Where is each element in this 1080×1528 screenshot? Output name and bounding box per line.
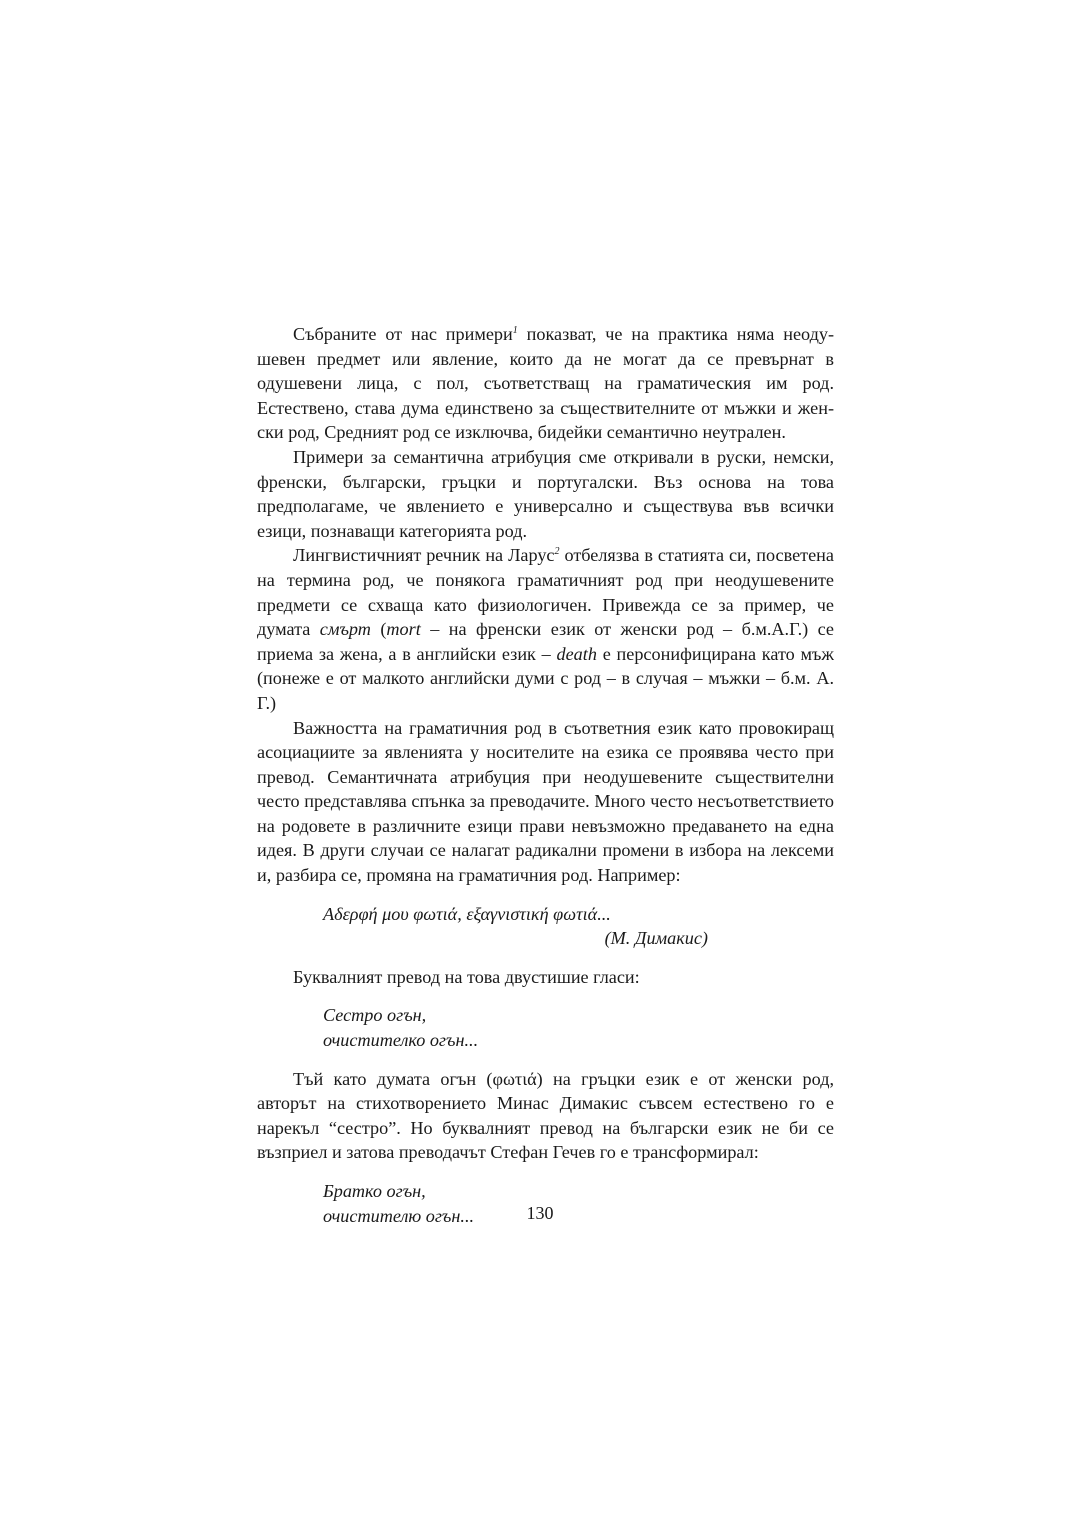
greek-verse-line: Αδερφή μου φωτιά, εξαγνιστική φωτιά... xyxy=(323,903,611,924)
paragraph-3-text-e: е персонифицирана като мъж (понеже е от малкото английски думи с род – в случая – мъжки – б.м. А. Г.) xyxy=(257,643,834,713)
translated-verse-line-1: Братко огън, xyxy=(323,1181,426,1201)
page-number: 130 xyxy=(526,1203,554,1223)
paragraph-3-text-c: ( xyxy=(370,619,387,640)
term-mort: mort xyxy=(386,619,421,640)
paragraph-5: Буквалният превод на това двустишие гласи: xyxy=(293,966,640,987)
footnote-ref-2: 2 xyxy=(554,546,560,558)
footnote-ref-1: 1 xyxy=(512,324,518,336)
paragraph-3 xyxy=(257,543,834,715)
literal-translation-verse xyxy=(323,1003,834,1052)
greek-verse xyxy=(323,902,834,951)
verse-attribution: (М. Димакис) xyxy=(604,928,708,949)
main-text xyxy=(257,322,834,1242)
term-smart: смърт xyxy=(319,619,371,640)
term-death: death xyxy=(556,643,597,664)
literal-verse-line-1: Сестро огън, xyxy=(323,1005,427,1026)
literal-verse-line-2: очистителко огън... xyxy=(323,1030,479,1051)
paragraph-1 xyxy=(257,322,834,445)
paragraph-2: Примери за семантична атрибуция сме откривали в руски, немски, френски, български, гръцки и португалски. Въз основа на това предполагаме, че явлението е универсално и съществува във всички езици, познаващи категорията род. xyxy=(257,446,834,541)
paragraph-6: Тъй като думата огън (φωτιά) на гръцки език е от женски род, авторът на стихотворението Минас Димакис съвсем естествено го е нарекъл “сестро”. Но буквалният превод на български език не би се възприел и затова преводачът Стефан Гечев го е трансформирал: xyxy=(257,1068,834,1163)
paragraph-3-text-b: отбелязва в статията си, посветена на термина род, че понякога граматичният род при неодушевените предмети се схваща като физиологичен. Привежда се за пример, че думата xyxy=(257,545,834,640)
paragraph-3-text: Лингвистичният речник на Ларус xyxy=(293,545,555,566)
paragraph-1-text: Събраните от нас примери xyxy=(293,324,513,344)
paragraph-3-text-d: – на френски език от женски род – б.м.А.Г.) се приема за жена, а в английски език – xyxy=(257,619,834,664)
paragraph-1-text-cont: показват, че на практика няма неодушевен предмет или явление, които да не могат да се превърнат в одушевени лица, с пол, съответстващ на граматическия им род. Естествено, става дума единствено за съществителните от мъжки и женски род, Средният род се изключва, бидейки семантично неутрален. xyxy=(257,324,834,443)
paragraph-4: Важността на граматичния род в съответния език като провокиращ асоциациите за явленията у носителите на езика се проявява често при превод. Семантичната атрибуция при неодушевените съществителни често представлява спънка за преводачите. Много често несъответствието на родовете в различните езици прави невъзможно предаването на една идея. В други случаи се налагат радикални промени в избора на лексеми и, разбира се, промяна на граматичния род. Например: xyxy=(257,717,834,886)
translated-verse-line-2: очистителю огън... xyxy=(323,1205,475,1226)
